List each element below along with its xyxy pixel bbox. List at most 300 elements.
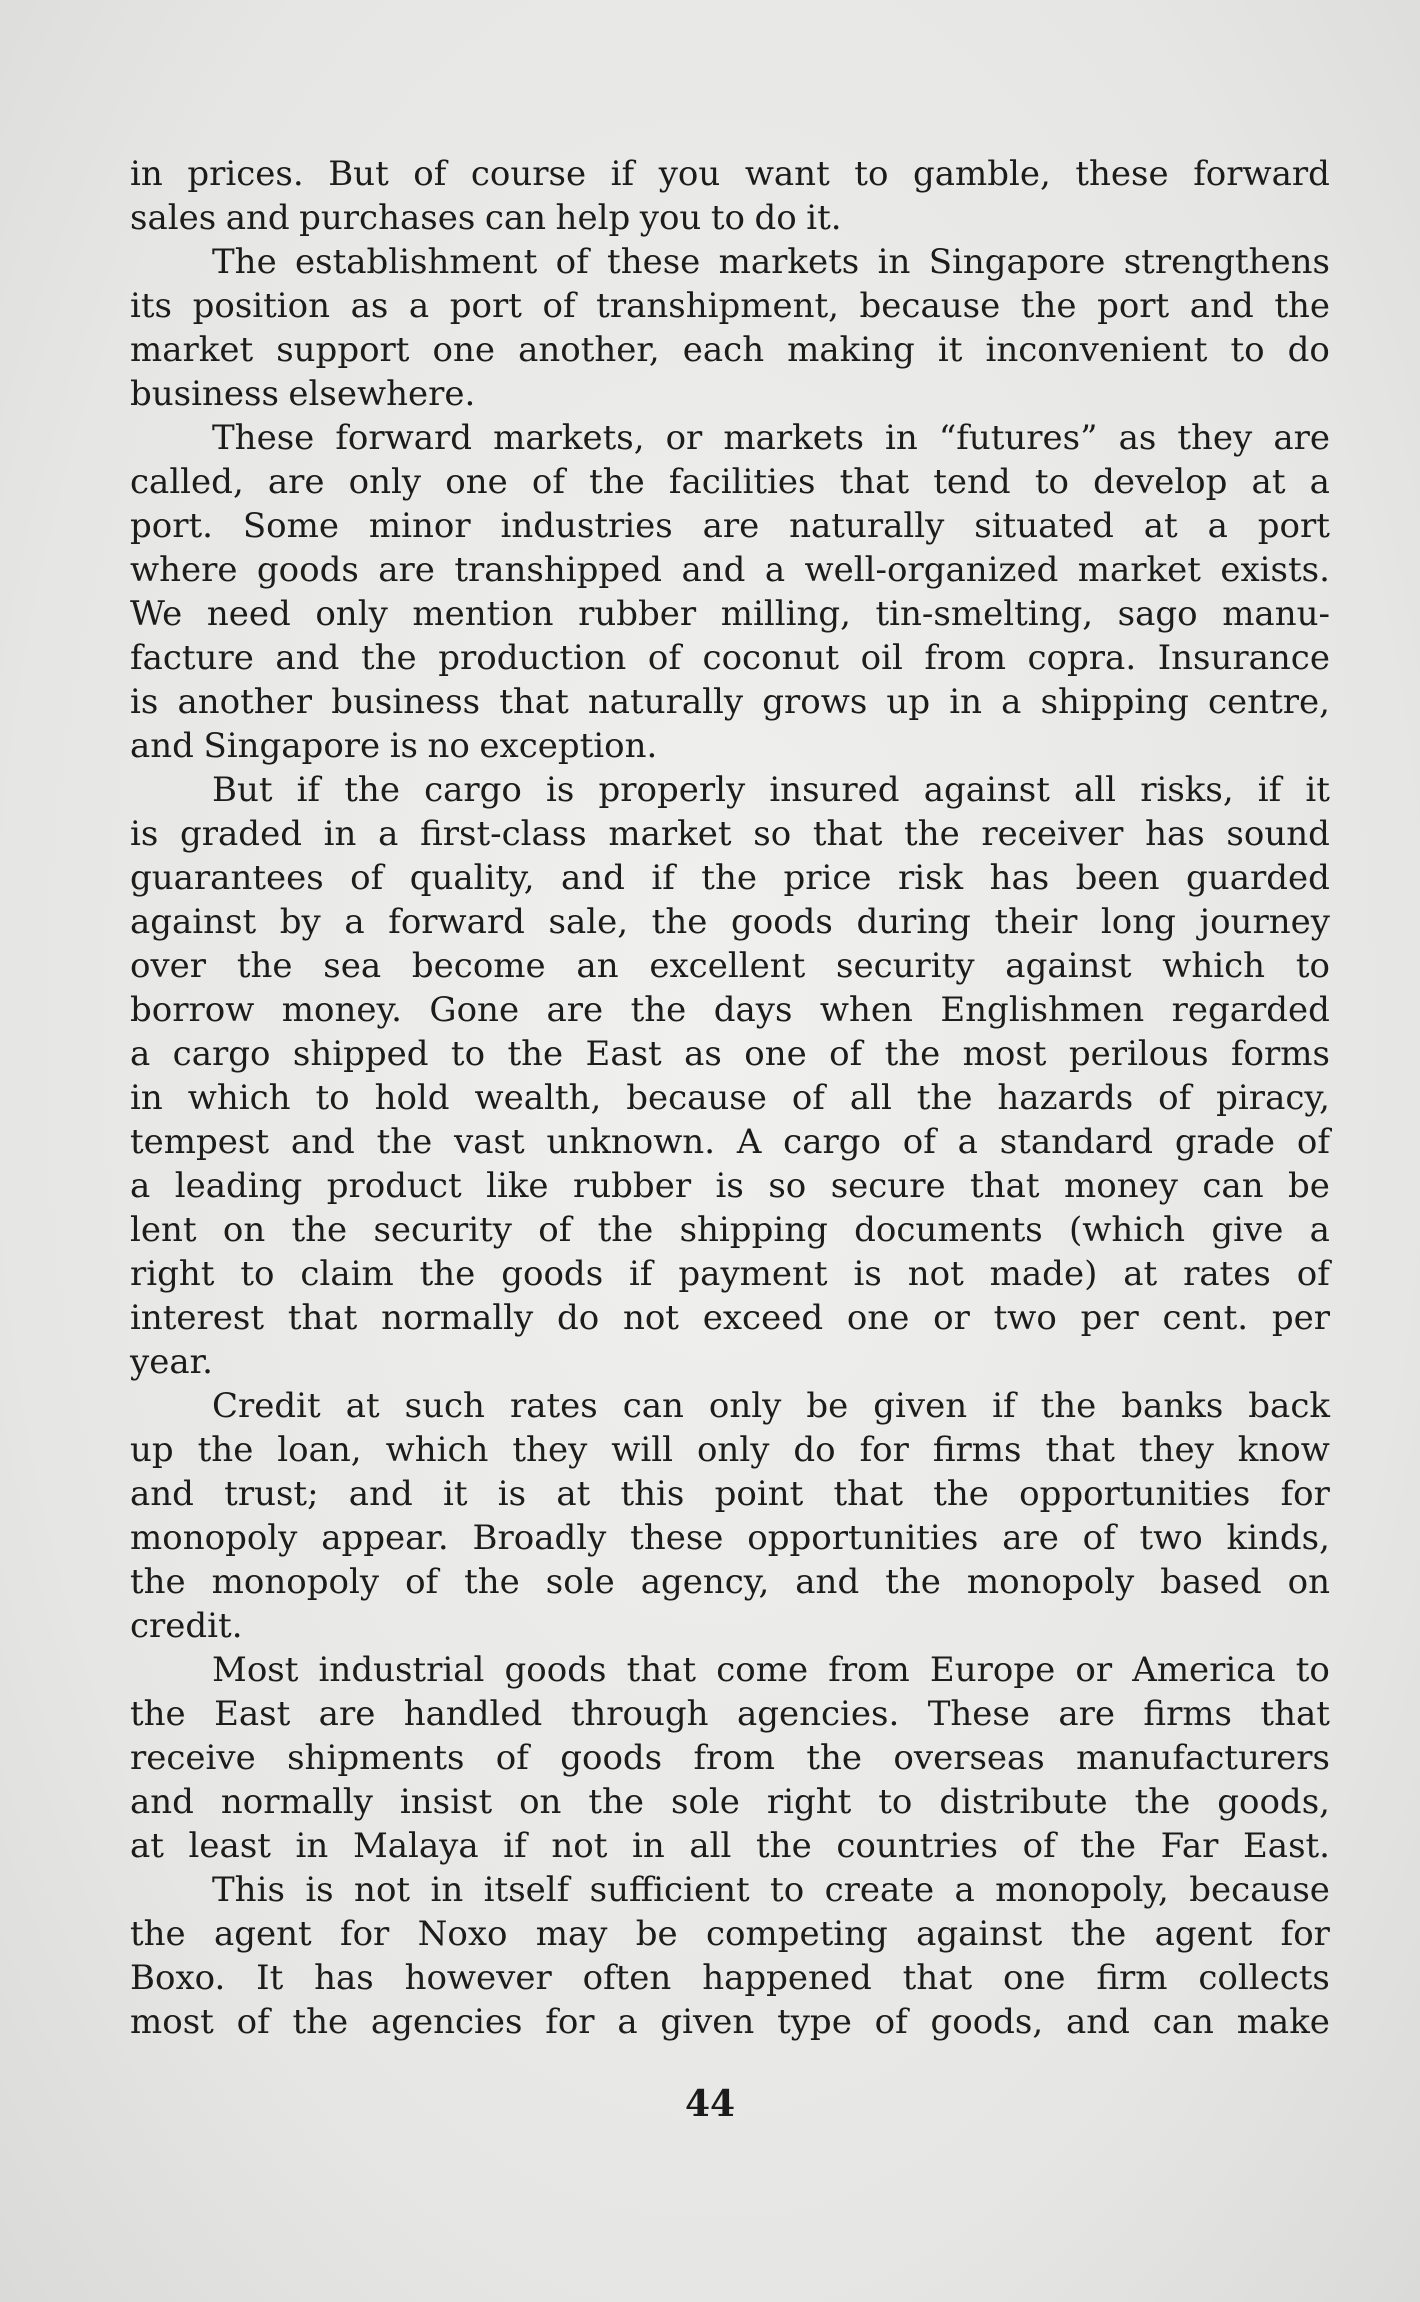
text-line xyxy=(130,900,1330,944)
word: do xyxy=(793,1430,836,1470)
word: security xyxy=(373,1210,512,1250)
word: naturally xyxy=(789,506,945,546)
word: in xyxy=(295,1826,329,1866)
word: are xyxy=(267,462,325,502)
word: America xyxy=(1132,1650,1276,1690)
word: centre, xyxy=(1208,682,1330,722)
word: course xyxy=(470,154,587,194)
word: these xyxy=(630,1518,724,1558)
word: piracy, xyxy=(1216,1078,1330,1118)
word: transhipment, xyxy=(596,286,839,326)
word: in xyxy=(877,242,911,282)
word: are xyxy=(1058,1694,1115,1734)
word: the xyxy=(589,462,645,502)
text-line xyxy=(130,152,1330,196)
word: monopoly, xyxy=(995,1870,1169,1910)
word: the xyxy=(344,770,400,810)
word: and xyxy=(130,1474,194,1514)
word: of xyxy=(531,462,565,502)
word: hold xyxy=(374,1078,450,1118)
word: the xyxy=(419,1254,476,1294)
text-line xyxy=(130,504,1330,548)
word: has xyxy=(1145,814,1205,854)
word: are xyxy=(702,506,760,546)
word: But xyxy=(212,770,273,810)
text-line xyxy=(130,1516,1330,1560)
text-line xyxy=(130,1296,1330,1340)
word: or xyxy=(933,1298,970,1338)
word: and xyxy=(348,1474,413,1514)
word: borrow xyxy=(130,990,255,1030)
word: naturally xyxy=(587,682,744,722)
word: Broadly xyxy=(472,1518,607,1558)
text-line xyxy=(130,1560,1330,1604)
word: of xyxy=(555,242,589,282)
word: because xyxy=(859,286,1001,326)
word: first-class xyxy=(420,814,587,854)
word: become xyxy=(411,946,546,986)
word: sole xyxy=(671,1782,740,1822)
word: for xyxy=(1280,1914,1330,1954)
word: right xyxy=(766,1782,852,1822)
text-line xyxy=(130,1868,1330,1912)
word: mention xyxy=(412,594,554,634)
text-line xyxy=(130,856,1330,900)
word: forward xyxy=(335,418,473,458)
word: establishment xyxy=(295,242,538,282)
word: their xyxy=(994,902,1078,942)
word: which xyxy=(187,1078,291,1118)
word: production xyxy=(438,638,627,678)
word: the xyxy=(1134,1782,1191,1822)
word: goods xyxy=(730,902,833,942)
word: develop xyxy=(1093,462,1228,502)
word: in xyxy=(885,418,918,458)
word: from xyxy=(828,1650,910,1690)
word: shipping xyxy=(1040,682,1189,722)
word: and xyxy=(681,550,746,590)
word: of xyxy=(647,638,681,678)
word: Singapore xyxy=(928,242,1106,282)
word: are xyxy=(1273,418,1330,458)
word: are xyxy=(318,1694,376,1734)
text-line xyxy=(130,284,1330,328)
word: one xyxy=(744,1034,807,1074)
word: if xyxy=(296,770,321,810)
word: money xyxy=(1063,1166,1178,1206)
word: when xyxy=(819,990,913,1030)
word: do xyxy=(556,1298,600,1338)
word: of xyxy=(1082,1518,1116,1558)
word: to xyxy=(854,154,889,194)
word: an xyxy=(576,946,619,986)
word: manu- xyxy=(1222,594,1330,634)
word: least xyxy=(188,1826,271,1866)
word: that xyxy=(626,1650,697,1690)
word: Some xyxy=(242,506,339,546)
word: East xyxy=(214,1694,291,1734)
word: to xyxy=(1034,462,1069,502)
word: if xyxy=(1257,770,1282,810)
word: vast xyxy=(454,1122,525,1162)
word: the xyxy=(701,858,757,898)
word: as xyxy=(350,286,389,326)
word: that xyxy=(1045,1430,1115,1470)
word: industrial xyxy=(318,1650,485,1690)
word: firms xyxy=(932,1430,1022,1470)
word: has xyxy=(314,1958,374,1998)
word: from xyxy=(924,638,1006,678)
word: the xyxy=(756,1826,812,1866)
word: can xyxy=(622,1386,684,1426)
word: market xyxy=(130,330,254,370)
word: But xyxy=(328,154,389,194)
word: year. xyxy=(130,1342,213,1382)
word: agencies. xyxy=(736,1694,900,1734)
word: lent xyxy=(130,1210,197,1250)
word: goods xyxy=(501,1254,604,1294)
word: if xyxy=(610,154,635,194)
word: agencies xyxy=(370,2002,523,2042)
text-line xyxy=(130,636,1330,680)
word: and xyxy=(290,1122,355,1162)
word: security xyxy=(836,946,975,986)
word: in xyxy=(130,154,163,194)
word: regarded xyxy=(1171,990,1330,1030)
word: agent xyxy=(213,1914,312,1954)
word: right xyxy=(130,1254,215,1294)
word: journey xyxy=(1199,902,1330,942)
word: is xyxy=(130,682,159,722)
word: in xyxy=(631,1826,665,1866)
word: perilous xyxy=(1068,1034,1209,1074)
word: on xyxy=(519,1782,562,1822)
word: which xyxy=(1162,946,1266,986)
word: the xyxy=(464,1562,520,1602)
word: Malaya xyxy=(352,1826,479,1866)
word: all xyxy=(1074,770,1117,810)
word: to xyxy=(1230,330,1265,370)
word: it xyxy=(442,1474,468,1514)
word: guarded xyxy=(1186,858,1330,898)
word: at xyxy=(1251,462,1286,502)
word: rubber xyxy=(578,594,697,634)
word: cargo xyxy=(424,770,522,810)
word: the xyxy=(291,1210,348,1250)
word: is xyxy=(853,1254,882,1294)
word: secure xyxy=(830,1166,946,1206)
text-line xyxy=(130,1736,1330,1780)
word: to xyxy=(1295,1650,1330,1690)
word: per xyxy=(1271,1298,1330,1338)
word: these xyxy=(1075,154,1169,194)
word: the xyxy=(130,1914,186,1954)
word: happened xyxy=(702,1958,872,1998)
word: a xyxy=(1309,1210,1330,1250)
word: point xyxy=(714,1474,804,1514)
word: of xyxy=(495,1738,529,1778)
word: in xyxy=(323,814,357,854)
word: the xyxy=(885,1562,941,1602)
word: and xyxy=(1189,286,1254,326)
word: a xyxy=(764,550,786,590)
word: the xyxy=(130,1694,186,1734)
word: receiver xyxy=(981,814,1124,854)
word: the xyxy=(1070,1914,1127,1954)
word: that xyxy=(839,462,910,502)
word: “futures” xyxy=(938,418,1098,458)
word: based xyxy=(1160,1562,1262,1602)
word: support xyxy=(276,330,410,370)
word: the xyxy=(904,814,960,854)
word: shipments xyxy=(287,1738,465,1778)
word: situated xyxy=(974,506,1114,546)
text-line xyxy=(130,196,1330,240)
word: are xyxy=(1002,1518,1059,1558)
word: be xyxy=(635,1914,678,1954)
word: because xyxy=(1189,1870,1330,1910)
word: that xyxy=(1260,1694,1330,1734)
word: or xyxy=(665,418,703,458)
word: only xyxy=(708,1386,782,1426)
word: to xyxy=(878,1782,913,1822)
word: not xyxy=(551,1826,608,1866)
text-line xyxy=(130,1164,1330,1208)
word: where xyxy=(130,550,238,590)
word: It xyxy=(256,1958,284,1998)
word: markets, xyxy=(493,418,645,458)
word: goods xyxy=(256,550,359,590)
word: standard xyxy=(999,1122,1154,1162)
text-line xyxy=(130,372,1330,416)
word: insist xyxy=(399,1782,493,1822)
word: the xyxy=(236,946,293,986)
word: of xyxy=(1296,1254,1330,1294)
word: the xyxy=(597,1210,654,1250)
word: industries xyxy=(500,506,673,546)
word: to xyxy=(450,1034,486,1074)
word: two xyxy=(1139,1518,1203,1558)
word: hazards xyxy=(997,1078,1134,1118)
word: overseas xyxy=(893,1738,1045,1778)
word: need xyxy=(206,594,291,634)
text-line xyxy=(130,1912,1330,1956)
text-line xyxy=(130,1252,1330,1296)
text-line xyxy=(130,812,1330,856)
word: be xyxy=(806,1386,849,1426)
word: are xyxy=(546,990,604,1030)
word: of xyxy=(413,154,447,194)
word: only xyxy=(348,462,422,502)
word: made) xyxy=(989,1254,1098,1294)
word: is xyxy=(497,1474,527,1514)
text-line xyxy=(130,416,1330,460)
word: the xyxy=(1274,286,1330,326)
word: transhipped xyxy=(454,550,663,590)
word: grade xyxy=(1174,1122,1276,1162)
word: a xyxy=(130,1166,151,1206)
word: a xyxy=(617,2002,638,2042)
word: in xyxy=(130,1078,163,1118)
word: shipped xyxy=(292,1034,429,1074)
text-line xyxy=(130,1076,1330,1120)
word: long xyxy=(1100,902,1176,942)
word: insured xyxy=(769,770,900,810)
text-line xyxy=(130,1032,1330,1076)
word: sound xyxy=(1226,814,1330,854)
word: guarantees xyxy=(130,858,324,898)
word: markets xyxy=(718,242,860,282)
text-line xyxy=(130,680,1330,724)
text-line xyxy=(130,724,1330,768)
word: a xyxy=(408,286,430,326)
word: for xyxy=(859,1430,909,1470)
word: as xyxy=(684,1034,722,1074)
word: the xyxy=(588,1782,645,1822)
word: exists. xyxy=(1220,550,1330,590)
word: competing xyxy=(705,1914,888,1954)
word: inconvenient xyxy=(985,330,1208,370)
word: all xyxy=(689,1826,732,1866)
word: over xyxy=(130,946,207,986)
word: interest xyxy=(130,1298,265,1338)
word: elsewhere. xyxy=(288,374,476,414)
word: oil xyxy=(860,638,903,678)
word: milling, xyxy=(720,594,851,634)
word: credit. xyxy=(130,1606,243,1646)
word: and xyxy=(130,726,194,766)
word: and xyxy=(1065,2002,1130,2042)
word: (which xyxy=(1068,1210,1186,1250)
word: strengthens xyxy=(1123,242,1330,282)
word: sole xyxy=(545,1562,615,1602)
text-line xyxy=(130,2000,1330,2044)
word: of xyxy=(829,1034,863,1074)
word: most xyxy=(130,2002,214,2042)
word: Far xyxy=(1160,1826,1219,1866)
word: claim xyxy=(300,1254,394,1294)
word: sales xyxy=(130,198,217,238)
word: be xyxy=(1288,1166,1330,1206)
word: against xyxy=(1005,946,1132,986)
word: monopoly xyxy=(130,1518,298,1558)
word: business xyxy=(331,682,481,722)
word: opportunities xyxy=(747,1518,979,1558)
word: are xyxy=(378,550,435,590)
word: Most xyxy=(212,1650,299,1690)
text-line xyxy=(130,1428,1330,1472)
text-line xyxy=(130,1780,1330,1824)
word: the xyxy=(292,2002,349,2042)
word: the xyxy=(360,638,417,678)
word: during xyxy=(856,902,971,942)
word: facture xyxy=(130,638,254,678)
word: manufacturers xyxy=(1076,1738,1330,1778)
word: often xyxy=(582,1958,672,1998)
word: against xyxy=(916,1914,1043,1954)
word: that xyxy=(499,682,569,722)
word: goods, xyxy=(1217,1782,1330,1822)
word: a xyxy=(1207,506,1228,546)
word: cargo xyxy=(783,1122,881,1162)
word: opportunities xyxy=(1019,1474,1251,1514)
word: These xyxy=(927,1694,1030,1734)
word: two xyxy=(993,1298,1057,1338)
word: can xyxy=(1152,2002,1214,2042)
word: you xyxy=(639,198,702,238)
word: facilities xyxy=(668,462,816,502)
word: only xyxy=(696,1430,770,1470)
word: goods xyxy=(504,1650,607,1690)
word: because xyxy=(626,1078,767,1118)
word: no xyxy=(427,726,470,766)
word: We xyxy=(130,594,183,634)
word: port xyxy=(449,286,522,326)
word: against xyxy=(923,770,1050,810)
word: East. xyxy=(1242,1826,1330,1866)
word: prices. xyxy=(187,154,304,194)
word: rates xyxy=(509,1386,598,1426)
word: as xyxy=(1118,418,1157,458)
word: risk xyxy=(897,858,964,898)
word: a xyxy=(1309,462,1330,502)
word: normally xyxy=(381,1298,534,1338)
word: the xyxy=(884,1034,941,1074)
word: so xyxy=(753,814,792,854)
word: it. xyxy=(806,198,842,238)
word: at xyxy=(130,1826,164,1866)
word: the xyxy=(1080,1826,1136,1866)
word: forward xyxy=(1193,154,1330,194)
word: Singapore xyxy=(203,726,381,766)
word: so xyxy=(768,1166,807,1206)
body-text xyxy=(130,152,1330,2044)
word: payment xyxy=(678,1254,828,1294)
word: sale, xyxy=(548,902,629,942)
word: want xyxy=(744,154,830,194)
word: of xyxy=(1296,1122,1330,1162)
word: one xyxy=(846,1298,910,1338)
word: itself xyxy=(483,1870,570,1910)
text-line xyxy=(130,1472,1330,1516)
word: markets xyxy=(723,418,864,458)
word: to xyxy=(240,1254,275,1294)
word: and xyxy=(275,638,340,678)
word: of xyxy=(791,1078,825,1118)
word: will xyxy=(611,1430,673,1470)
word: is xyxy=(305,1870,334,1910)
word: can xyxy=(1202,1166,1264,1206)
text-line xyxy=(130,240,1330,284)
word: may xyxy=(535,1914,608,1954)
word: sea xyxy=(323,946,382,986)
word: firm xyxy=(1096,1958,1168,1998)
word: receive xyxy=(130,1738,256,1778)
word: a xyxy=(954,1870,975,1910)
word: a xyxy=(378,814,399,854)
word: market xyxy=(1077,550,1201,590)
word: is xyxy=(715,1166,744,1206)
word: Noxo xyxy=(417,1914,508,1954)
text-line xyxy=(130,592,1330,636)
word: properly xyxy=(598,770,746,810)
word: Gone xyxy=(429,990,520,1030)
word: against xyxy=(130,902,257,942)
word: that xyxy=(970,1166,1040,1206)
word: can xyxy=(484,198,547,238)
word: given xyxy=(660,2002,755,2042)
word: like xyxy=(486,1166,549,1206)
